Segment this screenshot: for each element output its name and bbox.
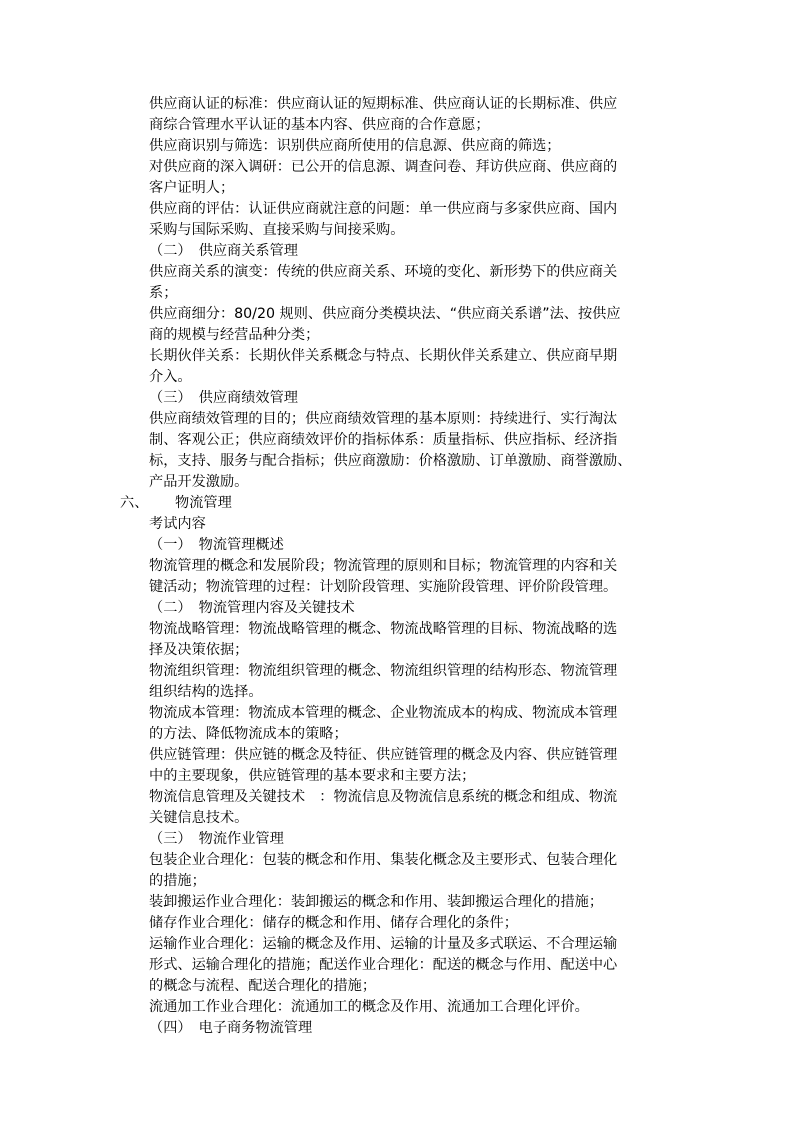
body-line: 组织结构的选择。 <box>149 684 263 700</box>
body-line: 产品开发激励。 <box>149 474 249 490</box>
body-line: 形式、运输合理化的措施；配送作业合理化：配送的概念与作用、配送中心 <box>149 957 618 973</box>
body-line: 供应商识别与筛选：识别供应商所使用的信息源、供应商的筛选； <box>149 138 561 154</box>
body-line: 的措施； <box>149 873 206 889</box>
body-line: 关键信息技术。 <box>149 810 249 826</box>
body-line: 对供应商的深入调研：已公开的信息源、调查问卷、拜访供应商、供应商的 <box>149 159 618 175</box>
subsection-heading: （三） 物流作业管理 <box>149 831 284 847</box>
body-line: 包装企业合理化：包装的概念和作用、集装化概念及主要形式、包装合理化 <box>149 852 618 868</box>
body-line: 物流管理的概念和发展阶段；物流管理的原则和目标；物流管理的内容和关 <box>149 558 618 574</box>
body-line: 键活动；物流管理的过程：计划阶段管理、实施阶段管理、评价阶段管理。 <box>149 579 618 595</box>
body-line: 供应商认证的标准：供应商认证的短期标准、供应商认证的长期标准、供应 <box>149 96 618 112</box>
body-line: 装卸搬运作业合理化：装卸搬运的概念和作用、装卸搬运合理化的措施； <box>149 894 604 910</box>
body-line: 系； <box>149 285 178 301</box>
body-line: 商综合管理水平认证的基本内容、供应商的合作意愿； <box>149 117 490 133</box>
subsection-heading: （一） 物流管理概述 <box>149 537 284 553</box>
subsection-heading: （二） 物流管理内容及关键技术 <box>149 600 355 616</box>
body-line: 采购与国际采购、直接采购与间接采购。 <box>149 222 405 238</box>
body-line: 的概念与流程、配送合理化的措施； <box>149 978 377 994</box>
document-page <box>0 94 794 1039</box>
section-heading <box>0 493 794 514</box>
body-line: 物流成本管理：物流成本管理的概念、企业物流成本的构成、物流成本管理 <box>149 705 618 721</box>
body-line: 物流信息管理及关键技术 ：物流信息及物流信息系统的概念和组成、物流 <box>149 789 618 805</box>
body-line: 供应商关系的演变：传统的供应商关系、环境的变化、新形势下的供应商关 <box>149 264 618 280</box>
body-line: 考试内容 <box>149 516 206 532</box>
body-line: 供应商细分：80/20 规则、供应商分类模块法、“供应商关系谱”法、按供应 <box>149 306 621 322</box>
body-line: 运输作业合理化：运输的概念及作用、运输的计量及多式联运、不合理运输 <box>149 936 618 952</box>
section-title: 物流管理 <box>175 495 232 511</box>
section-number: 六、 <box>120 495 149 511</box>
body-line: 择及决策依据； <box>149 642 249 658</box>
body-line: 客户证明人； <box>149 180 235 196</box>
body-line: 介入。 <box>149 369 192 385</box>
body-line: 商的规模与经营品种分类； <box>149 327 320 343</box>
body-line: 的方法、降低物流成本的策略； <box>149 726 348 742</box>
body-line: 供应链管理：供应链的概念及特征、供应链管理的概念及内容、供应链管理 <box>149 747 618 763</box>
body-line: 中的主要现象，供应链管理的基本要求和主要方法； <box>149 768 476 784</box>
subsection-heading: （二） 供应商关系管理 <box>149 243 298 259</box>
body-line: 制、客观公正；供应商绩效评价的指标体系：质量指标、供应指标、经济指 <box>149 432 618 448</box>
body-line: 储存作业合理化：储存的概念和作用、储存合理化的条件； <box>149 915 518 931</box>
body-line: 物流组织管理：物流组织管理的概念、物流组织管理的结构形态、物流管理 <box>149 663 618 679</box>
body-line: 供应商的评估：认证供应商就注意的问题：单一供应商与多家供应商、国内 <box>149 201 618 217</box>
body-line: 标，支持、服务与配合指标；供应商激励：价格激励、订单激励、商誉激励、 <box>149 453 632 469</box>
subsection-heading: （四） 电子商务物流管理 <box>149 1020 313 1036</box>
body-line: 供应商绩效管理的目的；供应商绩效管理的基本原则：持续进行、实行淘汰 <box>149 411 618 427</box>
body-line: 物流战略管理：物流战略管理的概念、物流战略管理的目标、物流战略的选 <box>149 621 618 637</box>
body-line: 流通加工作业合理化：流通加工的概念及作用、流通加工合理化评价。 <box>149 999 589 1015</box>
body-line: 长期伙伴关系：长期伙伴关系概念与特点、长期伙伴关系建立、供应商早期 <box>149 348 618 364</box>
subsection-heading: （三） 供应商绩效管理 <box>149 390 298 406</box>
